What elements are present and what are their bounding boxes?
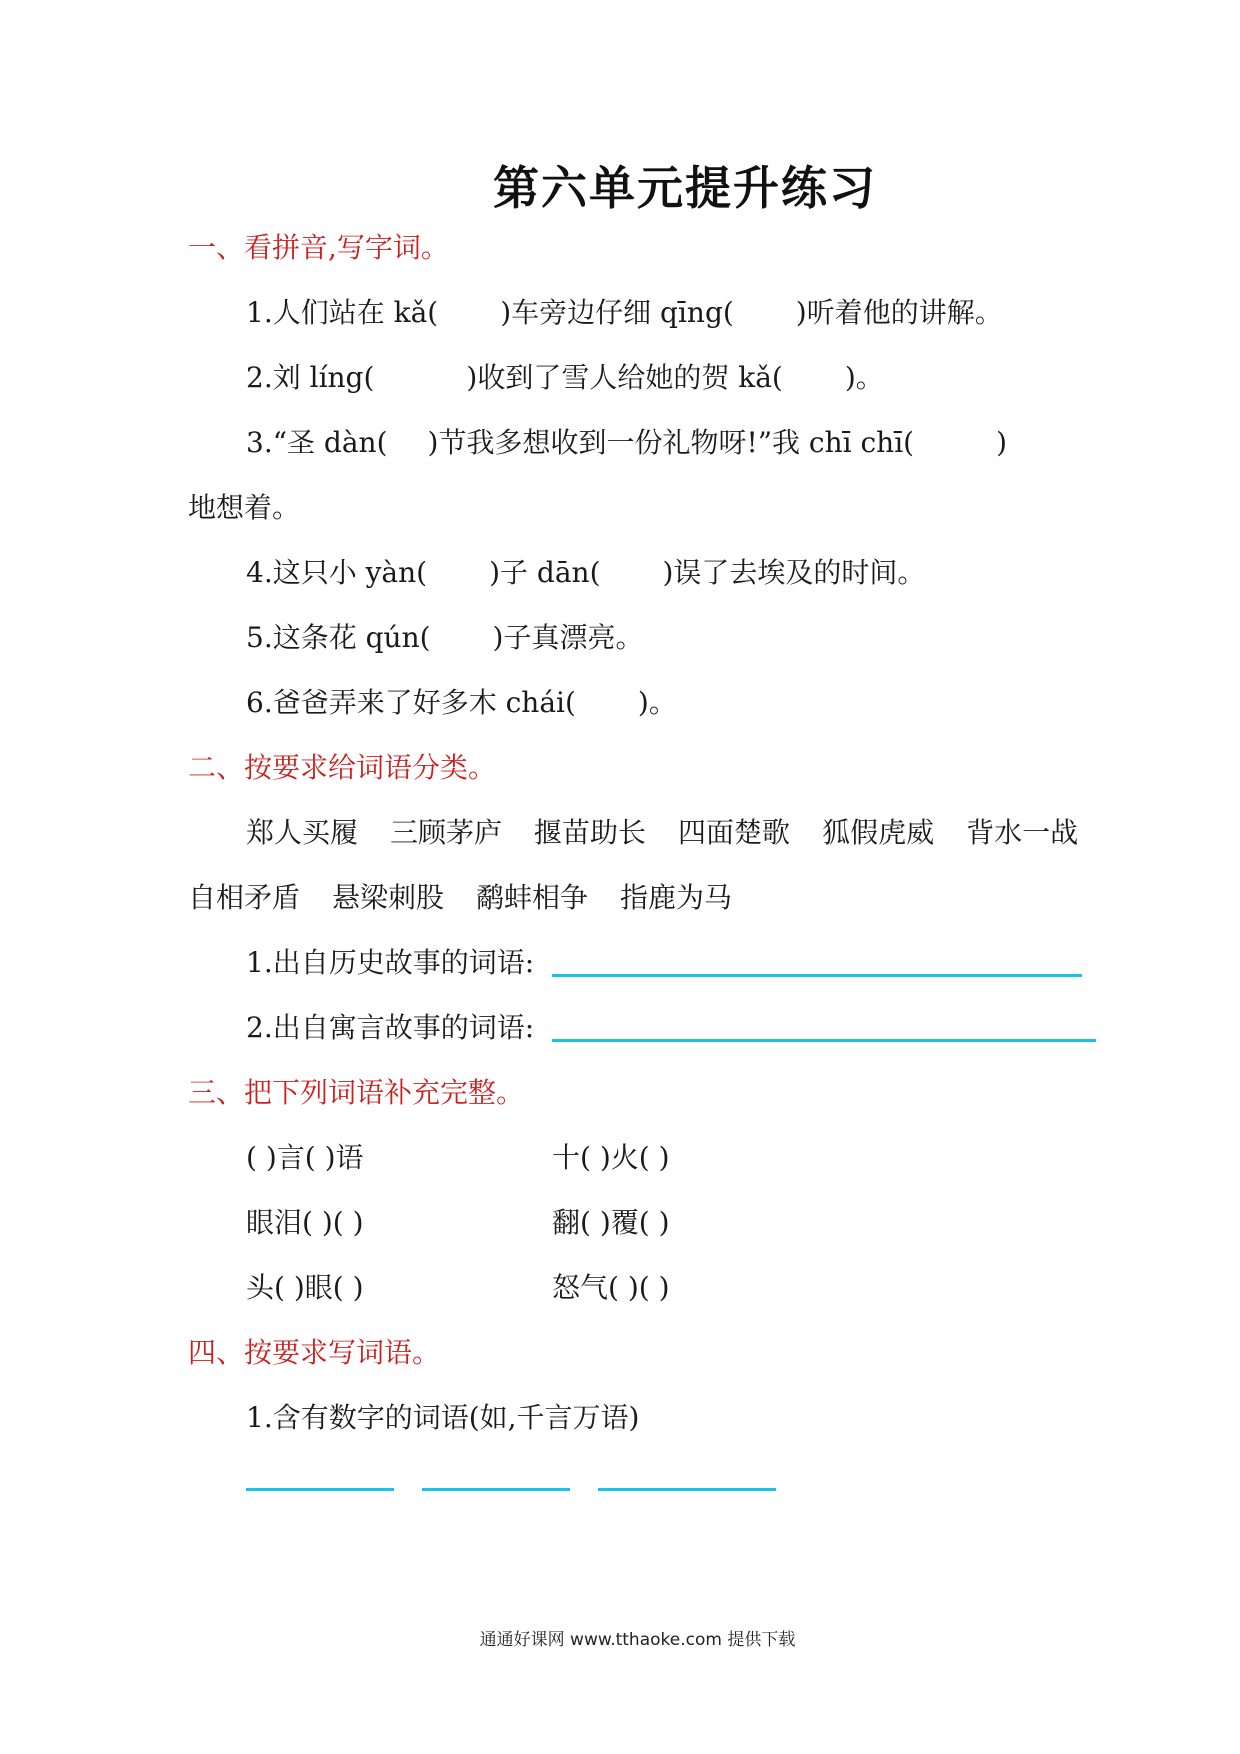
- word-item: 鹬蚌相争: [476, 881, 589, 914]
- idiom-fill-3[interactable]: 眼泪( )( ): [246, 1206, 364, 1239]
- q1-4-part-a: 4.这只小 yàn(: [246, 556, 428, 589]
- q1-6-part-a: 6.爸爸弄来了好多木 chái(: [246, 686, 576, 719]
- word-item: 自相矛盾: [188, 881, 301, 914]
- q1-1-part-a: 1.人们站在 kǎ(: [246, 296, 439, 329]
- word-list-row-1: [246, 813, 1078, 853]
- classify-historical-label: 1.出自历史故事的词语:: [246, 946, 535, 979]
- idiom-fill-1[interactable]: ( )言( )语: [246, 1141, 364, 1174]
- section-1-heading: 一、看拼音,写字词。: [188, 231, 449, 264]
- classify-fable-label: 2.出自寓言故事的词语:: [246, 1011, 535, 1044]
- question-1-1: [246, 293, 1003, 333]
- q1-3-part-a: 3.“圣 dàn(: [246, 426, 388, 459]
- word-item: 狐假虎威: [822, 816, 935, 849]
- q1-5-part-b: )子真漂亮。: [492, 621, 644, 654]
- q1-5-part-a: 5.这条花 qún(: [246, 621, 431, 654]
- question-1-6: [246, 683, 677, 723]
- section-3-heading: 三、把下列词语补充完整。: [188, 1076, 525, 1109]
- q1-3-part-c: ): [996, 426, 1008, 459]
- question-1-3-cont: 地想着。: [188, 491, 301, 524]
- idiom-fill-2[interactable]: 十( )火( ): [552, 1141, 670, 1174]
- number-word-answer-line-2[interactable]: [422, 1488, 570, 1491]
- q1-1-part-c: )听着他的讲解。: [795, 296, 1003, 329]
- q1-4-part-c: )误了去埃及的时间。: [662, 556, 926, 589]
- section-2-heading: 二、按要求给词语分类。: [188, 751, 497, 784]
- question-1-4: [246, 553, 925, 593]
- idiom-fill-5[interactable]: 头( )眼( ): [246, 1271, 364, 1304]
- section-4-heading: 四、按要求写词语。: [188, 1336, 441, 1369]
- number-words-label: 1.含有数字的词语(如,千言万语): [246, 1401, 640, 1434]
- q1-2-part-b: )收到了雪人给她的贺 kǎ(: [466, 361, 783, 394]
- historical-answer-line[interactable]: [552, 974, 1082, 977]
- question-1-3: [246, 423, 1007, 463]
- q1-6-part-b: )。: [637, 686, 677, 719]
- q1-4-part-b: )子 dān(: [489, 556, 601, 589]
- fable-answer-line[interactable]: [552, 1039, 1096, 1042]
- footer-credit: 通通好课网 www.tthaoke.com 提供下载: [479, 1630, 796, 1650]
- word-item: 悬梁刺股: [332, 881, 445, 914]
- word-item: 背水一战: [966, 816, 1079, 849]
- idiom-fill-6[interactable]: 怒气( )( ): [552, 1271, 670, 1304]
- number-word-answer-line-1[interactable]: [246, 1488, 394, 1491]
- q1-2-part-c: )。: [844, 361, 884, 394]
- word-item: 揠苗助长: [534, 816, 647, 849]
- word-item: 三顾茅庐: [390, 816, 503, 849]
- word-item: 郑人买履: [246, 816, 359, 849]
- q1-1-part-b: )车旁边仔细 qīng(: [500, 296, 734, 329]
- word-item: 四面楚歌: [678, 816, 791, 849]
- question-1-2: [246, 358, 884, 398]
- page-title: 第六单元提升练习: [493, 161, 877, 215]
- question-1-5: [246, 618, 643, 658]
- word-item: 指鹿为马: [620, 881, 733, 914]
- idiom-fill-4[interactable]: 翻( )覆( ): [552, 1206, 670, 1239]
- q1-2-part-a: 2.刘 líng(: [246, 361, 375, 394]
- word-list-row-2: [188, 878, 732, 918]
- q1-3-part-b: )节我多想收到一份礼物呀!”我 chī chī(: [427, 426, 915, 459]
- number-word-answer-line-3[interactable]: [598, 1488, 776, 1491]
